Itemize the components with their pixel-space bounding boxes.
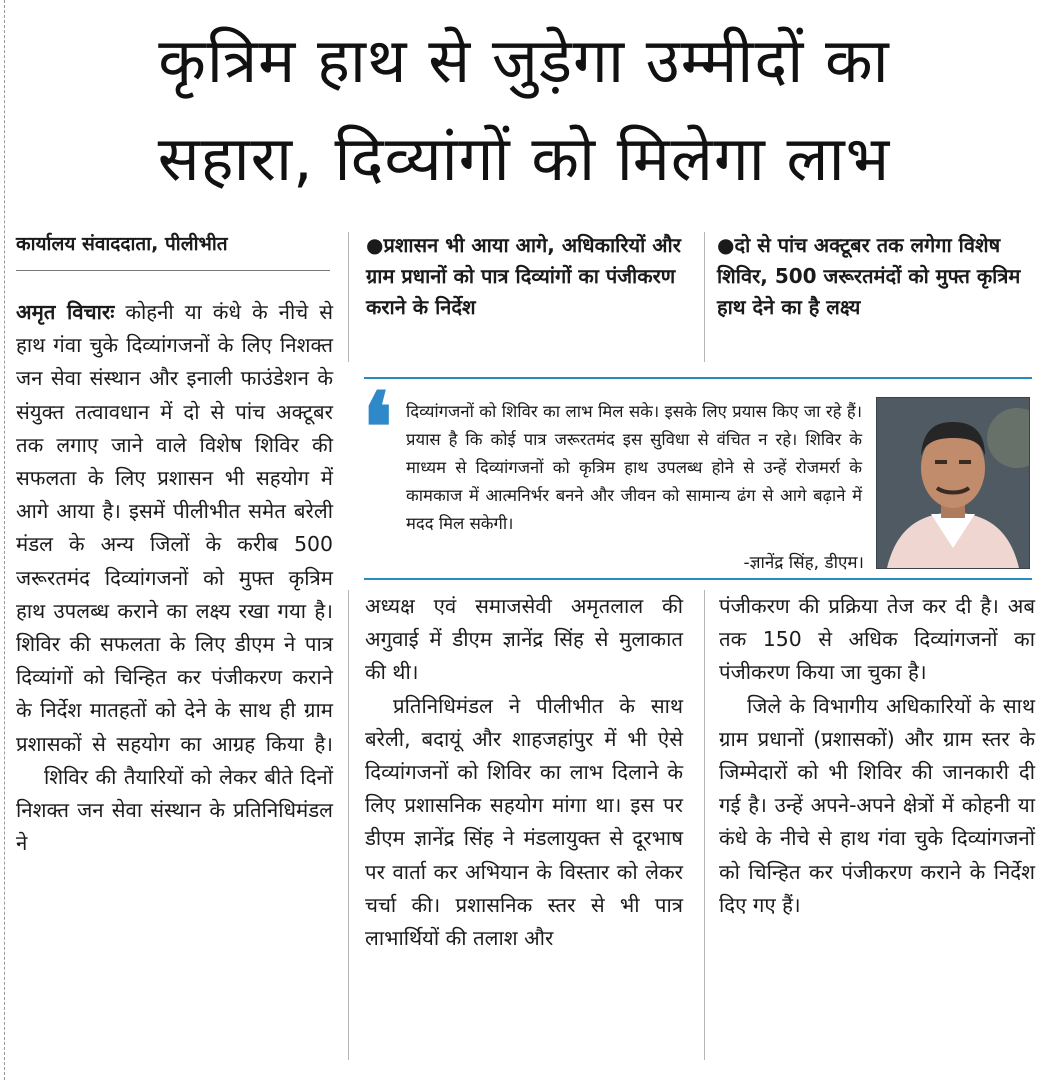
quote-box-top-rule <box>364 377 1032 379</box>
article-paragraph: जिले के विभागीय अधिकारियों के साथ ग्राम प्रधानों (प्रशासकों) और ग्राम स्तर के जिम्मेदारों को भी शिविर की जानकारी दी गई है। उन्हें अपने-अपने क्षेत्रों में कोहनी या कंधे के नीचे से हाथ गंवा चुके दिव्यांगजनों को चिन्हित कर पंजीकरण कराने के निर्देश दिए गए हैं। <box>719 693 1035 917</box>
highlight-point-2 <box>717 230 1037 323</box>
page-edge-rule <box>4 0 5 1080</box>
article-column-3 <box>719 590 1035 922</box>
quote-mark-icon: ❛ <box>362 371 393 484</box>
article-paragraph: प्रतिनिधिमंडल ने पीलीभीत के साथ बरेली, बदायूं और शाहजहांपुर में भी ऐसे दिव्यांगजनों को शिविर का लाभ दिलाने के लिए प्रशासनिक सहयोग मांगा था। इस पर डीएम ज्ञानेंद्र सिंह ने मंडलायुक्त से दूरभाष पर वार्ता कर अभियान के विस्तार को लेकर चर्चा की। प्रशासनिक स्तर से भी पात्र लाभार्थियों की तलाश और <box>365 693 683 951</box>
headline-line-1: कृत्रिम हाथ से जुड़ेगा उम्मीदों का <box>158 24 890 97</box>
headline <box>24 12 1024 208</box>
quote-box-bottom-rule <box>364 578 1032 580</box>
highlight-text: दो से पांच अक्टूबर तक लगेगा विशेष शिविर, 500 जरूरतमंदों को मुफ्त कृत्रिम हाथ देने का है लक्ष्य <box>717 233 1021 319</box>
bullet-icon: ● <box>366 233 384 257</box>
highlight-point-1 <box>366 230 696 323</box>
bullet-icon: ● <box>717 233 735 257</box>
portrait-icon <box>877 398 1029 568</box>
quote-author: -ज्ञानेंद्र सिंह, डीएम। <box>743 553 864 573</box>
column-divider <box>348 590 349 1060</box>
lead-label: अमृत विचारः <box>16 300 115 324</box>
byline-rule <box>16 270 330 271</box>
highlight-text: प्रशासन भी आया आगे, अधिकारियों और ग्राम प्रधानों को पात्र दिव्यांगों का पंजीकरण कराने के निर्देश <box>366 233 681 319</box>
article-column-1 <box>16 296 333 860</box>
dm-portrait-photo <box>876 397 1030 569</box>
quote-text: दिव्यांगजनों को शिविर का लाभ मिल सके। इसके लिए प्रयास किए जा रहे हैं। प्रयास है कि कोई पात्र जरूरतमंद इस सुविधा से वंचित न रहे। शिविर के माध्यम से दिव्यांगजनों को कृत्रिम हाथ उपलब्ध होने से उन्हें रोजमर्रा के कामकाज में आत्मनिर्भर बनने और जीवन को सामान्य ढंग से आगे बढ़ाने में मदद मिल सकेगी। <box>406 402 862 533</box>
column-divider <box>704 232 705 362</box>
headline-line-2: सहारा, दिव्यांगों को मिलेगा लाभ <box>157 122 891 195</box>
article-paragraph: अमृत विचारः कोहनी या कंधे के नीचे से हाथ गंवा चुके दिव्यांगजनों के लिए निशक्त जन सेवा संस्थान और इनाली फाउंडेशन के संयुक्त तत्वावधान में दो से पांच अक्टूबर तक लगाए जाने वाले विशेष शिविर की सफलता के लिए प्रशासन भी सहयोग में आगे आया है। इसमें पीलीभीत समेत बरेली मंडल के अन्य जिलों के करीब 500 जरूरतमंद दिव्यांगजनों को मुफ्त कृत्रिम हाथ उपलब्ध कराने का लक्ष्य रखा गया है। शिविर की सफलता के लिए डीएम ने पात्र दिव्यांगों को चिन्हित कर पंजीकरण कराने के निर्देश मातहतों को देने के साथ ही ग्राम प्रशासकों से सहयोग का आग्रह किया है। <box>16 300 333 756</box>
byline: कार्यालय संवाददाता, पीलीभीत <box>16 233 228 255</box>
column-divider <box>348 232 349 362</box>
column-divider <box>704 590 705 1060</box>
article-paragraph: पंजीकरण की प्रक्रिया तेज कर दी है। अब तक 150 से अधिक दिव्यांगजनों का पंजीकरण किया जा चुका है। <box>719 594 1035 685</box>
article-column-2 <box>365 590 683 955</box>
article-paragraph: शिविर की तैयारियों को लेकर बीते दिनों निशक्त जन सेवा संस्थान के प्रतिनिधिमंडल ने <box>16 764 333 856</box>
article-paragraph: अध्यक्ष एवं समाजसेवी अमृतलाल की अगुवाई में डीएम ज्ञानेंद्र सिंह से मुलाकात की थी। <box>365 594 683 685</box>
